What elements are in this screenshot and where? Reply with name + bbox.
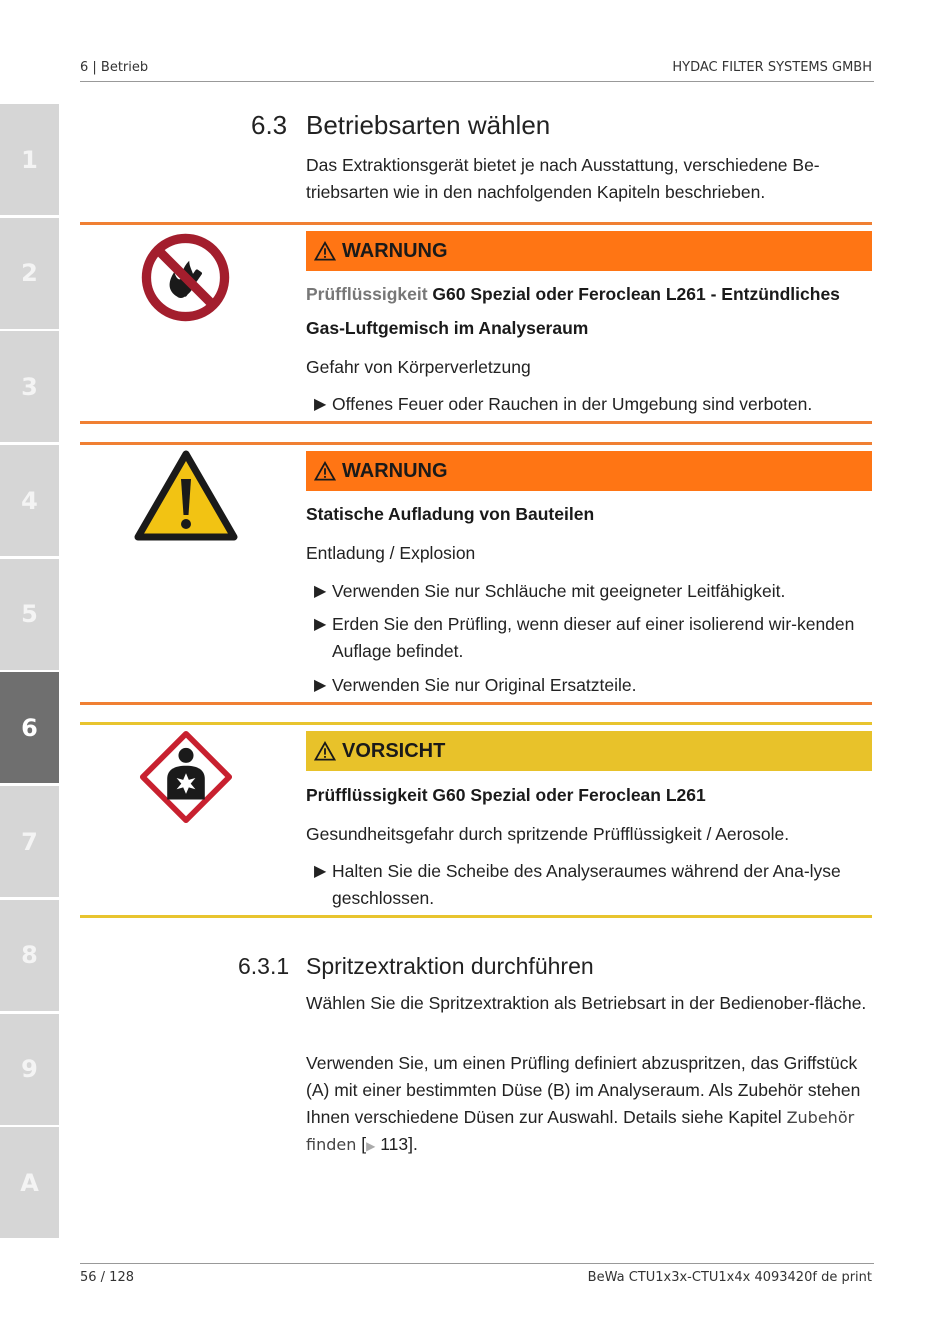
caution-top-rule xyxy=(80,722,872,725)
caution-hazard: Prüfflüssigkeit G60 Spezial oder Feroclean L261 xyxy=(306,785,706,805)
warning-2-action-1: ▶ Verwenden Sie nur Schläuche mit geeigneter Leitfähigkeit. xyxy=(314,581,786,601)
subsection-title: Spritzextraktion durchführen xyxy=(306,953,594,979)
warning-2-action-3: ▶ Verwenden Sie nur Original Ersatzteile. xyxy=(314,675,637,695)
header-company: HYDAC FILTER SYSTEMS GMBH xyxy=(672,60,872,75)
warning-2-signal-word: WARNUNG xyxy=(342,459,448,482)
general-warning-icon xyxy=(133,449,239,543)
subsection-paragraph-2: Verwenden Sie, um einen Prüfling definiert abzuspritzen, das Griffstück (A) mit einer bestimmten Düse (B) im Analyseraum. Als Zubehör stehen Ihnen verschiedene Düsen zur Auswahl. Details siehe Kapitel Zubehör finden [▶ 113]. xyxy=(306,1053,861,1154)
warning-2-top-rule xyxy=(80,442,872,445)
warning-1-hazard xyxy=(306,277,876,345)
warning-1-hazard-text: G60 Spezial oder Feroclean L261 - Entzündliches Gas-Luftgemisch im Analyseraum xyxy=(306,284,840,338)
chapter-tab-7[interactable]: 7 xyxy=(0,786,59,897)
warning-triangle-icon xyxy=(314,741,336,761)
chapter-tab-4[interactable]: 4 xyxy=(0,445,59,556)
header-divider xyxy=(80,81,874,82)
warning-1-top-rule xyxy=(80,222,872,225)
warning-1-hazard-prefix: Prüfflüssigkeit xyxy=(306,284,428,304)
header-chapter: 6 | Betrieb xyxy=(80,60,149,75)
warning-triangle-icon xyxy=(314,461,336,481)
warning-1-action-1: ▶ Offenes Feuer oder Rauchen in der Umgebung sind verboten. xyxy=(314,394,813,414)
caution-consequence: Gesundheitsgefahr durch spritzende Prüfflüssigkeit / Aerosole. xyxy=(306,824,790,844)
caution-signal-bar xyxy=(306,731,872,771)
warning-2-consequence: Entladung / Explosion xyxy=(306,543,476,563)
subsection-number: 6.3.1 xyxy=(238,953,290,979)
warning-2-signal-bar xyxy=(306,451,872,491)
chapter-tab-9[interactable]: 9 xyxy=(0,1014,59,1125)
warning-1-bottom-rule xyxy=(80,421,872,424)
health-hazard-icon xyxy=(139,730,233,824)
subsection-paragraph-1: Wählen Sie die Spritzextraktion als Betriebsart in der Bedienober-fläche. xyxy=(306,993,867,1013)
section-number: 6.3 xyxy=(251,110,288,140)
section-intro: Das Extraktionsgerät bietet je nach Ausstattung, verschiedene Be-triebsarten wie in den nachfolgenden Kapiteln beschrieben. xyxy=(306,155,820,202)
no-open-flame-icon xyxy=(139,231,232,324)
page-number: 56 / 128 xyxy=(80,1270,134,1285)
footer-divider xyxy=(80,1263,874,1264)
chapter-tab-8[interactable]: 8 xyxy=(0,900,59,1011)
chapter-tab-2[interactable]: 2 xyxy=(0,218,59,329)
xref-arrow-icon: ▶ xyxy=(366,1139,376,1153)
xref-link[interactable]: Zubehör finden xyxy=(306,1108,855,1154)
warning-triangle-icon xyxy=(314,241,336,261)
chapter-tab-a[interactable]: A xyxy=(0,1127,59,1238)
chapter-tabs xyxy=(0,104,59,1241)
section-title: Betriebsarten wählen xyxy=(306,110,551,140)
chapter-tab-6[interactable]: 6 xyxy=(0,672,59,783)
document-id: BeWa CTU1x3x-CTU1x4x 4093420f de print xyxy=(587,1270,872,1285)
warning-1-signal-word: WARNUNG xyxy=(342,239,448,262)
chapter-tab-5[interactable]: 5 xyxy=(0,559,59,670)
caution-action-1: ▶ Halten Sie die Scheibe des Analyseraumes während der Ana-lyse geschlossen. xyxy=(314,861,841,908)
caution-bottom-rule xyxy=(80,915,872,918)
warning-1-consequence: Gefahr von Körperverletzung xyxy=(306,357,531,377)
warning-2-action-2: ▶ Erden Sie den Prüfling, wenn dieser auf einer isolierend wir-kenden Auflage befindet. xyxy=(314,614,855,661)
caution-signal-word: VORSICHT xyxy=(342,739,446,762)
warning-2-bottom-rule xyxy=(80,702,872,705)
chapter-tab-3[interactable]: 3 xyxy=(0,331,59,442)
warning-2-hazard: Statische Aufladung von Bauteilen xyxy=(306,504,595,524)
warning-1-signal-bar xyxy=(306,231,872,271)
chapter-tab-1[interactable]: 1 xyxy=(0,104,59,215)
